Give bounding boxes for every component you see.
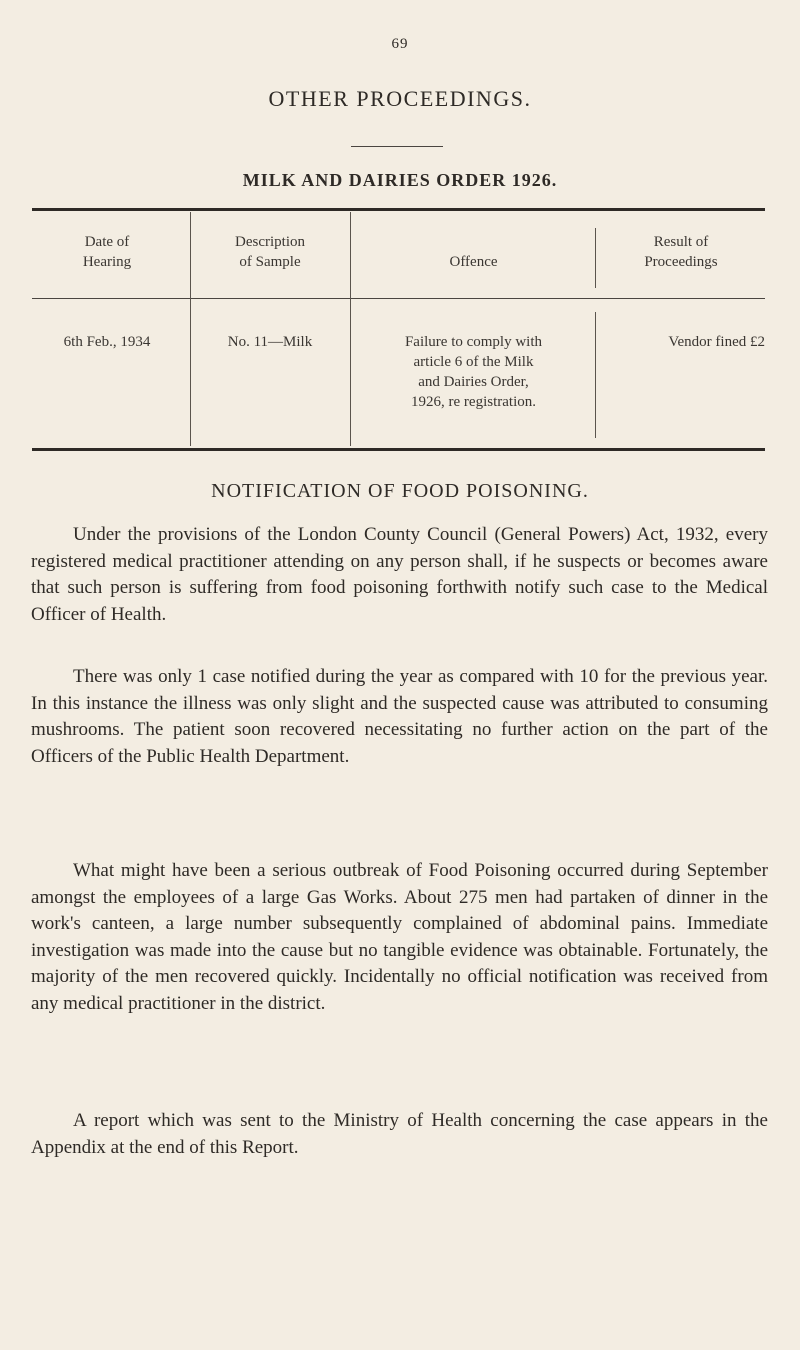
header-offence-line: Offence <box>449 254 498 270</box>
cell-result: Vendor fined £2 <box>668 334 765 350</box>
header-result-line: Result of <box>653 234 709 250</box>
paragraph: There was only 1 case notified during the year as compared with 10 for the previous year. In this instance the illness was only slight and the suspected cause was attributed to consuming mushrooms. The patient soon recovered necessitating no further action on the part of the Officers of the Public Health Department. <box>31 666 768 767</box>
cell-offence <box>352 332 595 412</box>
header-result <box>597 232 765 272</box>
column-divider <box>595 312 596 438</box>
header-bottom-rule <box>32 298 765 299</box>
header-date-line: Date of <box>84 234 130 250</box>
section-title: NOTIFICATION OF FOOD POISONING. <box>211 480 589 502</box>
title-divider <box>351 146 443 147</box>
paragraph: A report which was sent to the Ministry of Health concerning the case appears in the Appendix at the end of this Report. <box>31 1110 768 1158</box>
paragraph: What might have been a serious outbreak of Food Poisoning occurred during September amongst the employees of a large Gas Works. About 275 men had partaken of dinner in the work's canteen, a large number subsequently complained of abdominal pains. Immediate investigation was made into the cause but no tangible evidence was obtainable. Fortunately, the majority of the men recovered quickly. Incidentally no official notification was received from any medical practitioner in the district. <box>31 860 768 1014</box>
table-bottom-rule <box>32 448 765 451</box>
table-title: MILK AND DAIRIES ORDER 1926. <box>242 170 558 190</box>
header-description-line: Description <box>235 234 305 250</box>
table-top-rule <box>32 208 765 211</box>
column-divider <box>350 212 351 446</box>
cell-description: No. 11—Milk <box>227 334 313 350</box>
paragraph: Under the provisions of the London County Council (General Powers) Act, 1932, every registered medical practitioner attending on any person shall, if he suspects or becomes aware that such person is suffering from food poisoning forthwith notify such case to the Medical Officer of Health. <box>31 524 768 625</box>
header-offence <box>352 252 595 272</box>
header-result-line: Proceedings <box>644 254 718 270</box>
column-divider <box>190 212 191 446</box>
header-date-line: Hearing <box>82 254 132 270</box>
header-description <box>192 232 348 272</box>
offence-line: and Dairies Order, <box>418 374 529 390</box>
offence-line: article 6 of the Milk <box>413 354 534 370</box>
header-description-line: of Sample <box>239 254 301 270</box>
page-number: 69 <box>391 36 409 52</box>
offence-line: 1926, re registration. <box>411 394 536 410</box>
cell-date: 6th Feb., 1934 <box>63 334 151 350</box>
proceedings-table <box>32 208 765 452</box>
page-title: OTHER PROCEEDINGS. <box>268 86 532 111</box>
column-divider <box>595 228 596 288</box>
offence-line: Failure to comply with <box>404 334 543 350</box>
header-date <box>32 232 182 272</box>
